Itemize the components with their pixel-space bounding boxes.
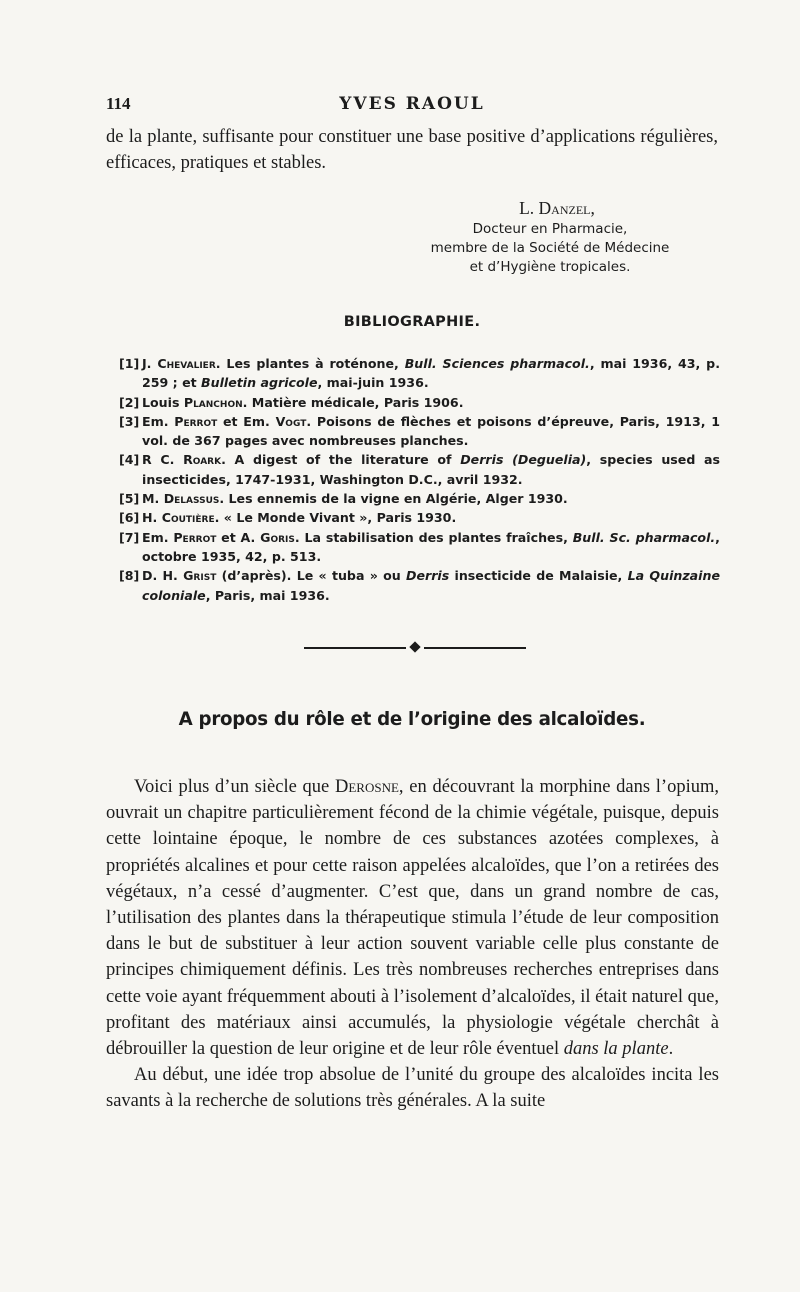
entry-author-2: Goris [260, 529, 295, 545]
entry-genus: Derris (Deguelia) [460, 452, 587, 468]
entry-author: Perrot [173, 529, 217, 545]
entry-text: insecticide de Malaisie, [449, 568, 628, 584]
bibliography-entry-5 [119, 489, 720, 508]
entry-text: . « Le Monde Vivant », Paris 1930. [214, 510, 457, 526]
entry-initial: R C. [142, 452, 184, 468]
carryover-paragraph: de la plante, suffisante pour constituer une base positive d’applications régulières, efficaces, pratiques et stables. [106, 127, 718, 173]
signature-initial: L. [519, 198, 539, 218]
entry-text: , species used as insecticides, 1747-1931, Washington D.C., avril 1932. [142, 452, 721, 487]
diamond-icon [409, 641, 420, 652]
entry-number: [6] [119, 510, 140, 526]
entry-conjunction: et A. [216, 529, 261, 545]
entry-text: . Poisons de flèches et poisons d’épreuve, Paris, 1913, 1 vol. de 367 pages avec nombreuses planches. [142, 413, 720, 449]
body-text-run: . [668, 1039, 674, 1060]
running-header [106, 94, 718, 118]
entry-author: Perrot [174, 413, 218, 429]
entry-initial: D. H. [142, 568, 184, 584]
entry-initial: Em. [142, 413, 175, 429]
bibliography-entry-8 [119, 566, 720, 605]
signature-name [394, 196, 720, 220]
bibliography-entry-6 [119, 508, 720, 527]
entry-initial: M. [142, 491, 164, 507]
separator-rule-left [304, 647, 406, 649]
signature-surname: Danzel, [538, 198, 595, 218]
entry-initial: Em. [142, 529, 174, 545]
entry-author: Coutière [161, 510, 215, 526]
entry-author: Roark [183, 452, 222, 468]
running-title: YVES RAOUL [339, 94, 485, 114]
entry-journal: Bulletin agricole [201, 375, 318, 391]
entry-number: [4] [119, 452, 140, 468]
body-text-run: , en découvrant la morphine dans l’opium, ouvrait un chapitre particulièrement fécond de la chimie végétale, puisque, depuis cette lointaine époque, le nombre de ces substances azotées complexes, à propriétés alcalines et pour cette raison appelées alcaloïdes, que l’on a retirées des végétaux, n’a cessé d’augmenter. C’est que, dans un grand nombre de cas, l’utilisation des plantes dans la thérapeutique stimula l’étude de leur composition dans le but de substituer à leur action souvent variable celle plus constante de principes chimiquement définis. Les très nombreuses recherches entreprises dans cette voie ayant fréquemment abouti à l’isolement d’alcaloïdes, il était naturel que, profitant des matériaux ainsi accumulés, la physiologie végétale cherchât à débrouiller la question de leur origine et de leur rôle éventuel [106, 777, 720, 1060]
entry-genus: Derris [406, 568, 450, 584]
entry-text: . La stabilisation des plantes fraîches, [294, 529, 573, 545]
entry-number: [5] [119, 491, 140, 507]
section-separator-ornament [304, 641, 526, 655]
entry-text: , mai 1936, 43, p. 259 ; et [142, 356, 720, 391]
bibliography-heading: BIBLIOGRAPHIE. [343, 314, 481, 330]
entry-author: Planchon [183, 394, 243, 410]
signature-title-line: Docteur en Pharmacie, [472, 221, 628, 237]
entry-number: [1] [119, 356, 140, 371]
entry-number: [3] [119, 413, 140, 429]
entry-number: [2] [119, 394, 140, 410]
entry-journal: Bull. Sciences pharmacol. [404, 356, 590, 371]
entry-number: [7] [119, 529, 140, 545]
body-text-run: Voici plus d’un siècle que [134, 777, 335, 797]
author-signature [380, 196, 720, 277]
entry-text: , octobre 1935, 42, p. 513. [142, 529, 720, 564]
bibliography-entry-1 [119, 354, 720, 393]
entry-number: [8] [119, 568, 140, 584]
entry-author-2: Vogt [275, 413, 307, 429]
person-name: Derosne [335, 777, 399, 797]
signature-affiliation-line-2: et d’Hygiène tropicales. [469, 259, 631, 275]
entry-text: (d’après). Le « tuba » ou [216, 568, 406, 584]
bibliography-entry-2 [119, 393, 720, 412]
entry-text: . Les ennemis de la vigne en Algérie, Alger 1930. [219, 491, 568, 507]
entry-author: Grist [183, 568, 217, 584]
article-body [106, 774, 719, 1115]
entry-text: , Paris, mai 1936. [205, 587, 330, 603]
body-paragraph-2: Au début, une idée trop absolue de l’unité du groupe des alcaloïdes incita les savants à la recherche de solutions très générales. A la suite [106, 1065, 719, 1112]
entry-text: , mai-juin 1936. [317, 375, 429, 391]
entry-text: . Les plantes à roténone, [215, 356, 405, 371]
page-number: 114 [106, 94, 131, 113]
entry-author: Chevalier [157, 356, 216, 371]
entry-initial: Louis [142, 394, 184, 410]
separator-rule-right [424, 647, 526, 649]
signature-affiliation-line: membre de la Société de Médecine [430, 240, 670, 256]
bibliography-entry-4 [119, 450, 720, 489]
entry-journal: Bull. Sc. pharmacol. [572, 529, 716, 545]
entry-text: . A digest of the literature of [221, 452, 461, 468]
entry-initial: J. [142, 356, 158, 371]
bibliography-entry-3 [119, 412, 720, 451]
bibliography-entry-7 [119, 528, 720, 567]
section-title: A propos du rôle et de l’origine des alcaloïdes. [178, 708, 646, 730]
entry-conjunction: et Em. [217, 413, 276, 429]
entry-text: . Matière médicale, Paris 1906. [242, 394, 464, 410]
entry-journal: La Quinzaine coloniale [142, 568, 721, 603]
entry-author: Delassus [163, 491, 220, 507]
bibliography-list [119, 354, 720, 605]
body-paragraph-1 [106, 774, 719, 1062]
emphasis-text: dans la plante [563, 1039, 669, 1060]
entry-initial: H. [142, 510, 162, 526]
